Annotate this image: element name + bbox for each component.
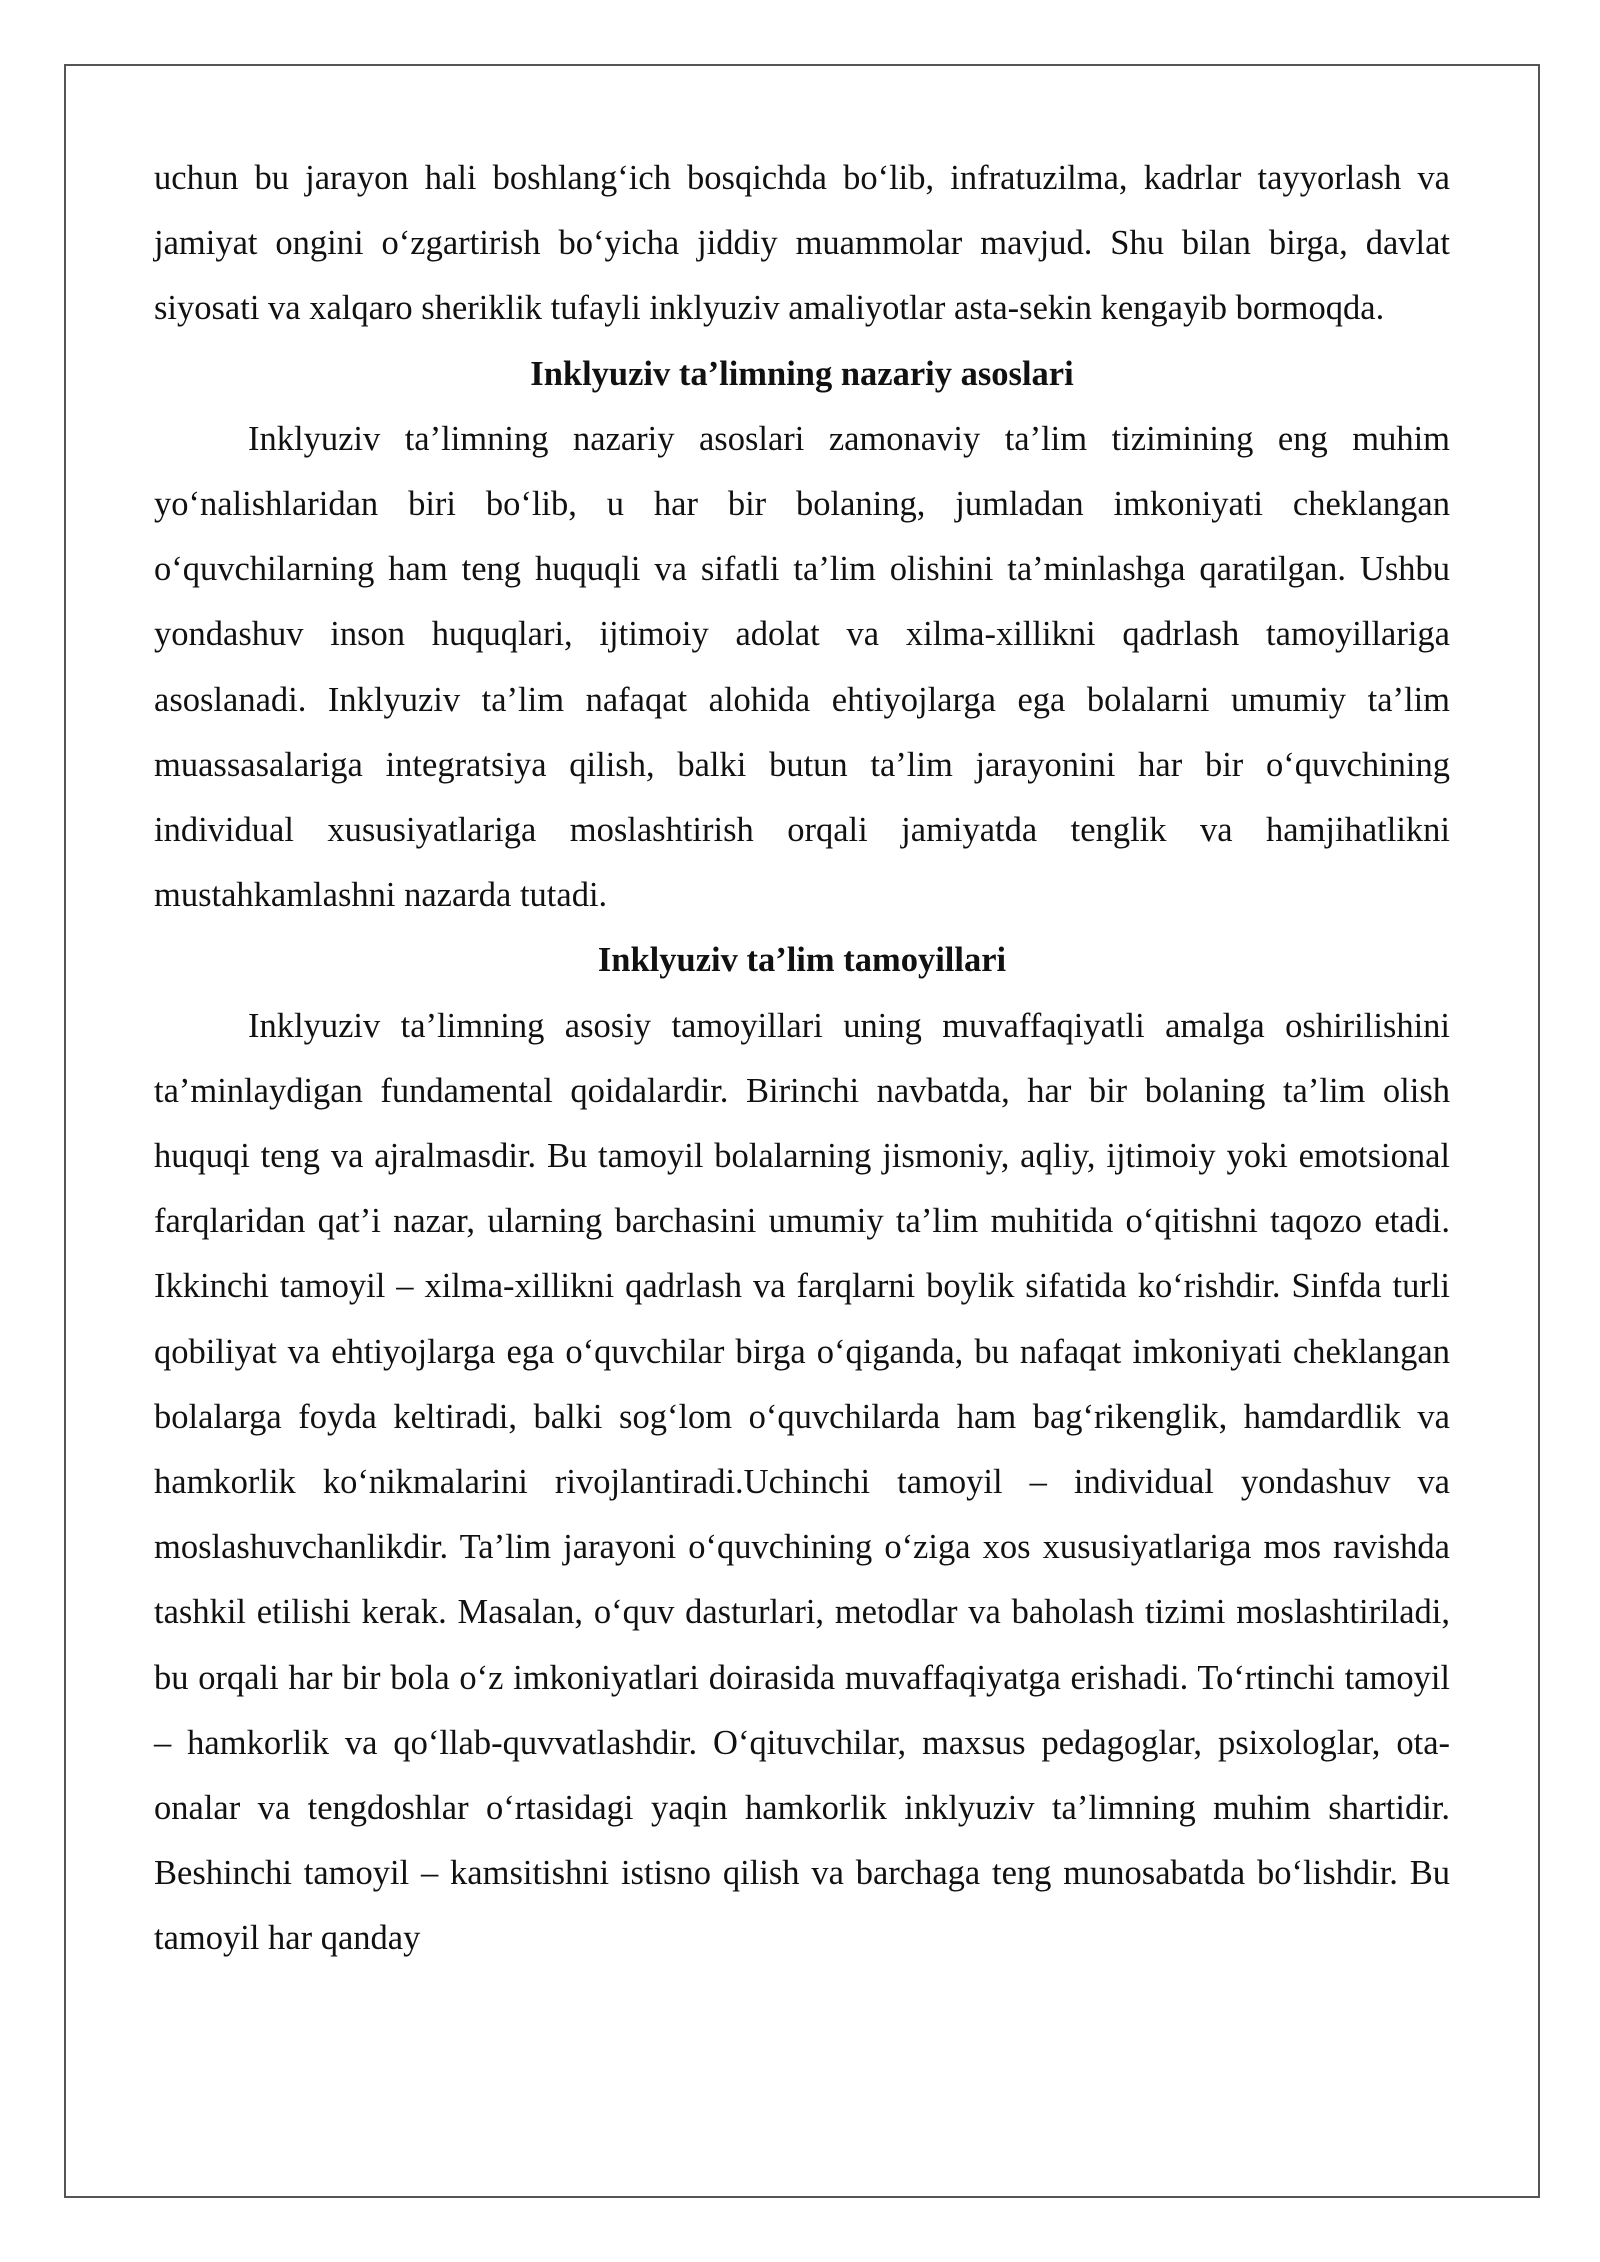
paragraph-intro-continuation: uchun bu jarayon hali boshlang‘ich bosqichda bo‘lib, infratuzilma, kadrlar tayyorlash va jamiyat ongini o‘zgartirish bo‘yicha jiddiy muammolar mavjud. Shu bilan birga, davlat siyosati va xalqaro sheriklik tufayli inklyuziv amaliyotlar asta-sekin kengayib bormoqda.: [154, 159, 1450, 328]
paragraph-theoretical-foundations: Inklyuziv ta’limning nazariy asoslari zamonaviy ta’lim tizimining eng muhim yo‘nalishlaridan biri bo‘lib, u har bir bolaning, jumladan imkoniyati cheklangan o‘quvchilarning ham teng huquqli va sifatli ta’lim olishini ta’minlashga qaratilgan. Ushbu yondashuv inson huquqlari, ijtimoiy adolat va xilma-xillikni qadrlash tamoyillariga asoslanadi. Inklyuziv ta’lim nafaqat alohida ehtiyojlarga ega bolalarni umumiy ta’lim muassasalariga integratsiya qilish, balki butun ta’lim jarayonini har bir o‘quvchining individual xususiyatlariga moslashtirish orqali jamiyatda tenglik va hamjihatlikni mustahkamlashni nazarda tutadi.: [154, 419, 1450, 915]
section-heading-theoretical-foundations: Inklyuziv ta’limning nazariy asoslari: [530, 354, 1074, 393]
document-body: [154, 146, 1450, 1972]
paragraph-principles: Inklyuziv ta’limning asosiy tamoyillari uning muvaffaqiyatli amalga oshirilishini ta’minlaydigan fundamental qoidalardir. Birinchi navbatda, har bir bolaning ta’lim olish huquqi teng va ajralmasdir. Bu tamoyil bolalarning jismoniy, aqliy, ijtimoiy yoki emotsional farqlaridan qat’i nazar, ularning barchasini umumiy ta’lim muhitida o‘qitishni taqozo etadi. Ikkinchi tamoyil – xilma-xillikni qadrlash va farqlarni boylik sifatida ko‘rishdir. Sinfda turli qobiliyat va ehtiyojlarga ega o‘quvchilar birga o‘qiganda, bu nafaqat imkoniyati cheklangan bolalarga foyda keltiradi, balki sog‘lom o‘quvchilarda ham bag‘rikenglik, hamdardlik va hamkorlik ko‘nikmalarini rivojlantiradi.Uchinchi tamoyil – individual yondashuv va moslashuvchanlikdir. Ta’lim jarayoni o‘quvchining o‘ziga xos xususiyatlariga mos ravishda tashkil etilishi kerak. Masalan, o‘quv dasturlari, metodlar va baholash tizimi moslashtiriladi, bu orqali har bir bola o‘z imkoniyatlari doirasida muvaffaqiyatga erishadi. To‘rtinchi tamoyil – hamkorlik va qo‘llab-quvvatlashdir. O‘qituvchilar, maxsus pedagoglar, psixologlar, ota-onalar va tengdoshlar o‘rtasidagi yaqin hamkorlik inklyuziv ta’limning muhim shartidir. Beshinchi tamoyil – kamsitishni istisno qilish va barchaga teng munosabatda bo‘lishdir. Bu tamoyil har qanday: [154, 1006, 1450, 1958]
section-heading-principles: Inklyuziv ta’lim tamoyillari: [597, 941, 1007, 980]
